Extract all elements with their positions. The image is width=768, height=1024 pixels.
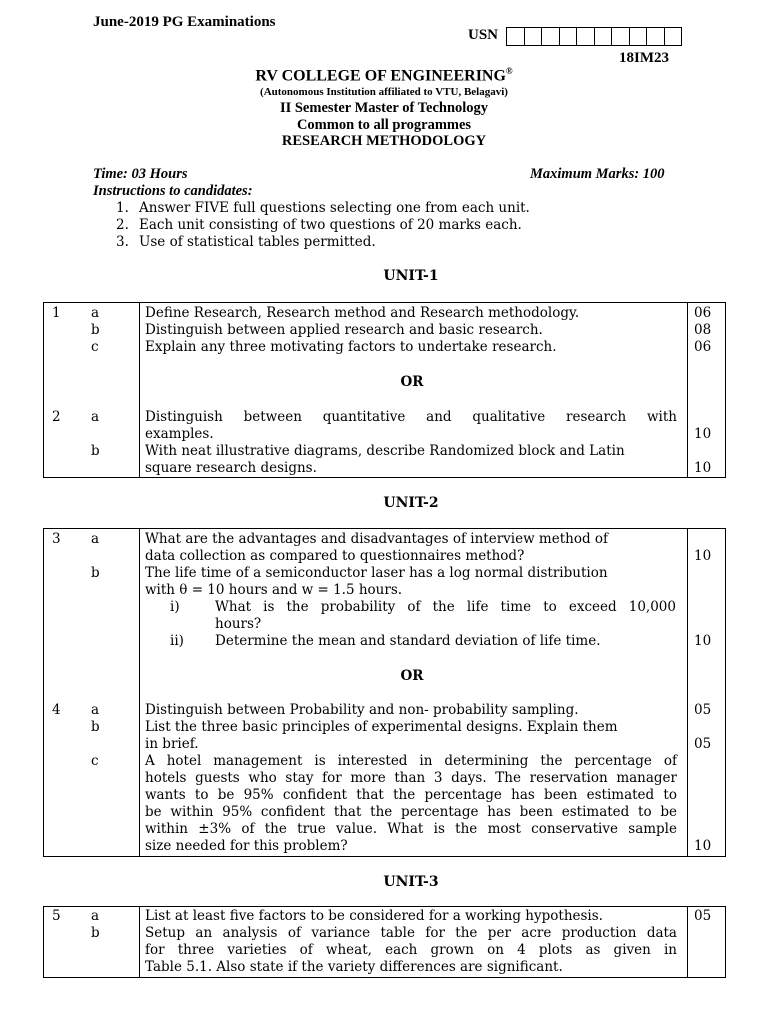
usn-box bbox=[506, 27, 525, 46]
subject-title: RESEARCH METHODOLOGY bbox=[281, 133, 487, 149]
question-text: Distinguish between applied research and basic research. bbox=[145, 322, 543, 338]
sub-question-label: c bbox=[91, 339, 99, 355]
sub-part-label: i) bbox=[170, 599, 180, 615]
instruction-item: 3. Use of statistical tables permitted. bbox=[116, 234, 376, 250]
question-text: data collection as compared to questionnaires method? bbox=[145, 548, 525, 564]
question-text: wants to be 95% confident that the percentage has been estimated to bbox=[145, 787, 677, 803]
usn-label: USN bbox=[468, 27, 499, 43]
question-marks: 08 bbox=[694, 322, 712, 338]
question-text: Explain any three motivating factors to undertake research. bbox=[145, 339, 557, 355]
usn-box bbox=[646, 27, 665, 46]
question-table-unit-2 bbox=[43, 528, 726, 857]
question-text: A hotel management is interested in determining the percentage of bbox=[145, 753, 677, 769]
question-text: Determine the mean and standard deviation of life time. bbox=[215, 633, 601, 649]
instruction-item: 1. Answer FIVE full questions selecting one from each unit. bbox=[116, 200, 530, 216]
question-marks: 10 bbox=[694, 460, 712, 476]
question-marks: 06 bbox=[694, 339, 712, 355]
question-text: be within 95% confident that the percentage has been estimated to be bbox=[145, 804, 677, 820]
question-marks: 10 bbox=[694, 426, 712, 442]
question-text: square research designs. bbox=[145, 460, 317, 476]
question-number: 5 bbox=[52, 908, 61, 924]
sub-question-label: b bbox=[91, 719, 100, 735]
question-table-unit-3 bbox=[43, 906, 726, 978]
usn-boxes bbox=[507, 27, 682, 46]
question-marks: 06 bbox=[694, 305, 712, 321]
sub-question-label: b bbox=[91, 925, 100, 941]
sub-question-label: a bbox=[91, 702, 100, 718]
course-code: 18IM23 bbox=[619, 50, 669, 66]
question-number: 2 bbox=[52, 409, 61, 425]
usn-box bbox=[611, 27, 630, 46]
question-text: size needed for this problem? bbox=[145, 838, 348, 854]
affiliation: (Autonomous Institution affiliated to VTU, Belagavi) bbox=[260, 86, 508, 98]
usn-box bbox=[576, 27, 595, 46]
sub-question-label: b bbox=[91, 565, 100, 581]
question-text: Setup an analysis of variance table for the per acre production data bbox=[145, 925, 677, 941]
or-separator: OR bbox=[400, 374, 424, 390]
exam-duration: Time: 03 Hours bbox=[93, 166, 188, 182]
usn-box bbox=[541, 27, 560, 46]
question-text: The life time of a semiconductor laser has a log normal distribution bbox=[145, 565, 608, 581]
question-text: for three varieties of wheat, each grown on 4 plots as given in bbox=[145, 942, 677, 958]
or-separator: OR bbox=[400, 668, 424, 684]
unit-heading: UNIT-3 bbox=[383, 874, 439, 890]
question-text: Distinguish between Probability and non- probability sampling. bbox=[145, 702, 579, 718]
question-text: hours? bbox=[215, 616, 262, 632]
question-marks: 10 bbox=[694, 548, 712, 564]
sub-question-label: b bbox=[91, 322, 100, 338]
question-table-unit-1 bbox=[43, 302, 726, 478]
question-marks: 05 bbox=[694, 736, 712, 752]
college-name: RV COLLEGE OF ENGINEERING® bbox=[255, 66, 513, 85]
question-number: 1 bbox=[52, 305, 61, 321]
question-text: What is the probability of the life time to exceed 10,000 bbox=[215, 599, 676, 615]
question-text: List at least five factors to be considered for a working hypothesis. bbox=[145, 908, 603, 924]
unit-heading: UNIT-2 bbox=[383, 495, 439, 511]
question-marks: 10 bbox=[694, 838, 712, 854]
programmes: Common to all programmes bbox=[296, 117, 472, 133]
sub-question-label: a bbox=[91, 409, 100, 425]
usn-box bbox=[559, 27, 578, 46]
maximum-marks: Maximum Marks: 100 bbox=[530, 166, 665, 182]
question-text: hotels guests who stay for more than 3 days. The reservation manager bbox=[145, 770, 677, 786]
question-text: Table 5.1. Also state if the variety differences are significant. bbox=[145, 959, 563, 975]
question-text: What are the advantages and disadvantages of interview method of bbox=[145, 531, 609, 547]
question-number: 3 bbox=[52, 531, 61, 547]
usn-box bbox=[664, 27, 683, 46]
question-text: within ±3% of the true value. What is the most conservative sample bbox=[145, 821, 677, 837]
question-text: Distinguish between quantitative and qualitative research with bbox=[145, 409, 677, 425]
question-text: in brief. bbox=[145, 736, 199, 752]
question-text: Define Research, Research method and Research methodology. bbox=[145, 305, 580, 321]
instructions-title: Instructions to candidates: bbox=[93, 183, 253, 199]
question-text: With neat illustrative diagrams, describe Randomized block and Latin bbox=[145, 443, 625, 459]
usn-box bbox=[594, 27, 613, 46]
question-marks: 05 bbox=[694, 908, 712, 924]
question-text: List the three basic principles of experimental designs. Explain them bbox=[145, 719, 618, 735]
sub-question-label: a bbox=[91, 305, 100, 321]
usn-box bbox=[629, 27, 648, 46]
instruction-item: 2. Each unit consisting of two questions of 20 marks each. bbox=[116, 217, 522, 233]
question-number: 4 bbox=[52, 702, 61, 718]
sub-question-label: a bbox=[91, 908, 100, 924]
usn-box bbox=[524, 27, 543, 46]
unit-heading: UNIT-1 bbox=[383, 268, 439, 284]
sub-part-label: ii) bbox=[170, 633, 184, 649]
sub-question-label: b bbox=[91, 443, 100, 459]
sub-question-label: a bbox=[91, 531, 100, 547]
question-text: with θ = 10 hours and w = 1.5 hours. bbox=[145, 582, 403, 598]
question-marks: 05 bbox=[694, 702, 712, 718]
sub-question-label: c bbox=[91, 753, 99, 769]
exam-session: June-2019 PG Examinations bbox=[93, 14, 276, 30]
question-marks: 10 bbox=[694, 633, 712, 649]
question-text: examples. bbox=[145, 426, 214, 442]
semester: II Semester Master of Technology bbox=[279, 100, 489, 116]
